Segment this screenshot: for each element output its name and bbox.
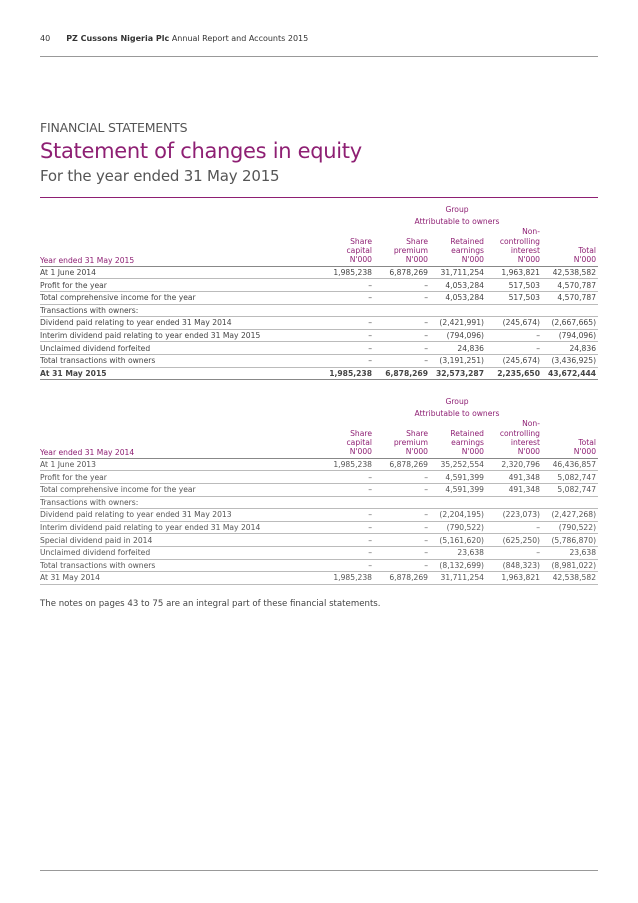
- row-label: At 31 May 2015: [40, 367, 318, 380]
- table-row: [40, 534, 598, 547]
- cell-value: 1,963,821: [486, 266, 542, 279]
- cell-value: [486, 304, 542, 317]
- cell-value: –: [374, 509, 430, 522]
- column-header: Share premium N'000: [393, 236, 428, 265]
- cell-value: –: [374, 521, 430, 534]
- cell-value: (790,522): [430, 521, 486, 534]
- cell-value: (3,191,251): [430, 354, 486, 367]
- cell-value: 4,053,284: [430, 292, 486, 305]
- cell-value: 1,985,238: [318, 572, 374, 585]
- cell-value: (2,204,195): [430, 509, 486, 522]
- cell-value: (2,427,268): [542, 509, 598, 522]
- column-header: Share premium N'000: [393, 428, 428, 457]
- cell-value: 35,252,554: [430, 458, 486, 471]
- table-row: [40, 496, 598, 509]
- cell-value: 31,711,254: [430, 266, 486, 279]
- cell-value: (790,522): [542, 521, 598, 534]
- column-header: Share capital N'000: [346, 428, 372, 457]
- cell-value: 4,591,399: [430, 471, 486, 484]
- cell-value: 23,638: [542, 546, 598, 559]
- row-label: Transactions with owners:: [40, 496, 318, 509]
- table-row: [40, 279, 598, 292]
- cell-value: 31,711,254: [430, 572, 486, 585]
- bottom-divider: [40, 870, 598, 871]
- cell-value: –: [374, 292, 430, 305]
- column-header: Share capital N'000: [346, 236, 372, 265]
- cell-value: (5,161,620): [430, 534, 486, 547]
- table-row: [40, 354, 598, 367]
- cell-value: (2,421,991): [430, 317, 486, 330]
- cell-value: 23,638: [430, 546, 486, 559]
- row-label: Unclaimed dividend forfeited: [40, 342, 318, 355]
- row-label: Profit for the year: [40, 279, 318, 292]
- cell-value: 46,436,857: [542, 458, 598, 471]
- cell-value: –: [318, 317, 374, 330]
- cell-value: (625,250): [486, 534, 542, 547]
- equity-table-2014: [40, 396, 598, 585]
- cell-value: 6,878,269: [374, 266, 430, 279]
- cell-value: (848,323): [486, 559, 542, 572]
- cell-value: –: [374, 559, 430, 572]
- cell-value: –: [318, 484, 374, 497]
- table-row: [40, 304, 598, 317]
- row-label: At 31 May 2014: [40, 572, 318, 585]
- group-label: Group: [445, 205, 469, 215]
- equity-table-2015: [40, 204, 598, 380]
- cell-value: 43,672,444: [542, 367, 598, 380]
- cell-value: (5,786,870): [542, 534, 598, 547]
- footnote: The notes on pages 43 to 75 are an integral part of these financial statements.: [40, 599, 381, 609]
- page-number: 40: [40, 34, 51, 43]
- cell-value: 1,985,238: [318, 458, 374, 471]
- row-label: At 1 June 2013: [40, 458, 318, 471]
- table-row: [40, 367, 598, 380]
- cell-value: 24,836: [430, 342, 486, 355]
- cell-value: [542, 304, 598, 317]
- row-label: Dividend paid relating to year ended 31 May 2014: [40, 317, 318, 330]
- cell-value: 4,591,399: [430, 484, 486, 497]
- cell-value: 1,985,238: [318, 367, 374, 380]
- cell-value: 6,878,269: [374, 367, 430, 380]
- cell-value: [542, 496, 598, 509]
- table-row: [40, 342, 598, 355]
- cell-value: (2,667,665): [542, 317, 598, 330]
- column-header: Retained earnings N'000: [450, 428, 484, 457]
- cell-value: 5,082,747: [542, 471, 598, 484]
- year-label: Year ended 31 May 2015: [40, 255, 135, 265]
- table-row: [40, 484, 598, 497]
- cell-value: [374, 496, 430, 509]
- cell-value: (8,981,022): [542, 559, 598, 572]
- cell-value: 6,878,269: [374, 572, 430, 585]
- column-header: Non- controlling interest N'000: [499, 419, 540, 457]
- cell-value: –: [318, 521, 374, 534]
- cell-value: –: [318, 292, 374, 305]
- table-row: [40, 509, 598, 522]
- cell-value: –: [318, 546, 374, 559]
- cell-value: –: [318, 509, 374, 522]
- cell-value: –: [318, 279, 374, 292]
- group-sub-label: Attributable to owners: [414, 408, 500, 418]
- column-header: Total N'000: [573, 438, 597, 457]
- cell-value: –: [374, 484, 430, 497]
- cell-value: –: [374, 354, 430, 367]
- table-row: [40, 266, 598, 279]
- row-label: Transactions with owners:: [40, 304, 318, 317]
- table-row: [40, 317, 598, 330]
- cell-value: 2,320,796: [486, 458, 542, 471]
- page-title: Statement of changes in equity: [40, 139, 362, 163]
- table-row: [40, 572, 598, 585]
- row-label: Unclaimed dividend forfeited: [40, 546, 318, 559]
- table-row: [40, 521, 598, 534]
- cell-value: –: [374, 546, 430, 559]
- cell-value: 517,503: [486, 292, 542, 305]
- table-row: [40, 546, 598, 559]
- page-header: [40, 34, 308, 43]
- cell-value: 32,573,287: [430, 367, 486, 380]
- row-label: At 1 June 2014: [40, 266, 318, 279]
- cell-value: [318, 304, 374, 317]
- cell-value: [430, 304, 486, 317]
- company-name: PZ Cussons Nigeria Plc: [66, 34, 170, 43]
- table-row: [40, 559, 598, 572]
- cell-value: [430, 496, 486, 509]
- cell-value: –: [374, 279, 430, 292]
- cell-value: 517,503: [486, 279, 542, 292]
- cell-value: –: [374, 534, 430, 547]
- column-header: Retained earnings N'000: [450, 236, 484, 265]
- title-divider: [40, 197, 598, 198]
- group-label: Group: [445, 397, 469, 407]
- cell-value: 42,538,582: [542, 266, 598, 279]
- cell-value: –: [486, 342, 542, 355]
- row-label: Interim dividend paid relating to year ended 31 May 2014: [40, 521, 318, 534]
- top-divider: [40, 56, 598, 57]
- table-row: [40, 471, 598, 484]
- section-label: FINANCIAL STATEMENTS: [40, 120, 188, 135]
- cell-value: 1,985,238: [318, 266, 374, 279]
- table-row: [40, 458, 598, 471]
- row-label: Total transactions with owners: [40, 559, 318, 572]
- row-label: Dividend paid relating to year ended 31 May 2013: [40, 509, 318, 522]
- row-label: Interim dividend paid relating to year ended 31 May 2015: [40, 329, 318, 342]
- cell-value: –: [374, 317, 430, 330]
- cell-value: –: [486, 546, 542, 559]
- cell-value: [318, 496, 374, 509]
- row-label: Total comprehensive income for the year: [40, 292, 318, 305]
- row-label: Special dividend paid in 2014: [40, 534, 318, 547]
- cell-value: –: [374, 329, 430, 342]
- cell-value: –: [318, 534, 374, 547]
- cell-value: –: [486, 329, 542, 342]
- cell-value: –: [318, 329, 374, 342]
- cell-value: 4,570,787: [542, 292, 598, 305]
- table-row: [40, 292, 598, 305]
- cell-value: 4,053,284: [430, 279, 486, 292]
- cell-value: (794,096): [430, 329, 486, 342]
- row-label: Total transactions with owners: [40, 354, 318, 367]
- year-label: Year ended 31 May 2014: [40, 447, 135, 457]
- cell-value: 491,348: [486, 484, 542, 497]
- group-sub-label: Attributable to owners: [414, 216, 500, 226]
- cell-value: [374, 304, 430, 317]
- cell-value: –: [318, 354, 374, 367]
- cell-value: (245,674): [486, 317, 542, 330]
- cell-value: (794,096): [542, 329, 598, 342]
- cell-value: (245,674): [486, 354, 542, 367]
- column-header: Non- controlling interest N'000: [499, 227, 540, 265]
- cell-value: 5,082,747: [542, 484, 598, 497]
- cell-value: 6,878,269: [374, 458, 430, 471]
- cell-value: 42,538,582: [542, 572, 598, 585]
- cell-value: (8,132,699): [430, 559, 486, 572]
- cell-value: –: [318, 559, 374, 572]
- cell-value: (223,073): [486, 509, 542, 522]
- cell-value: 491,348: [486, 471, 542, 484]
- cell-value: (3,436,925): [542, 354, 598, 367]
- cell-value: –: [374, 342, 430, 355]
- table-row: [40, 329, 598, 342]
- column-header: Total N'000: [573, 246, 597, 265]
- cell-value: 4,570,787: [542, 279, 598, 292]
- cell-value: 2,235,650: [486, 367, 542, 380]
- cell-value: –: [318, 471, 374, 484]
- report-name: Annual Report and Accounts 2015: [171, 34, 309, 43]
- cell-value: [486, 496, 542, 509]
- cell-value: 1,963,821: [486, 572, 542, 585]
- cell-value: –: [374, 471, 430, 484]
- row-label: Total comprehensive income for the year: [40, 484, 318, 497]
- row-label: Profit for the year: [40, 471, 318, 484]
- cell-value: –: [486, 521, 542, 534]
- page-subtitle: For the year ended 31 May 2015: [40, 167, 280, 185]
- cell-value: 24,836: [542, 342, 598, 355]
- cell-value: –: [318, 342, 374, 355]
